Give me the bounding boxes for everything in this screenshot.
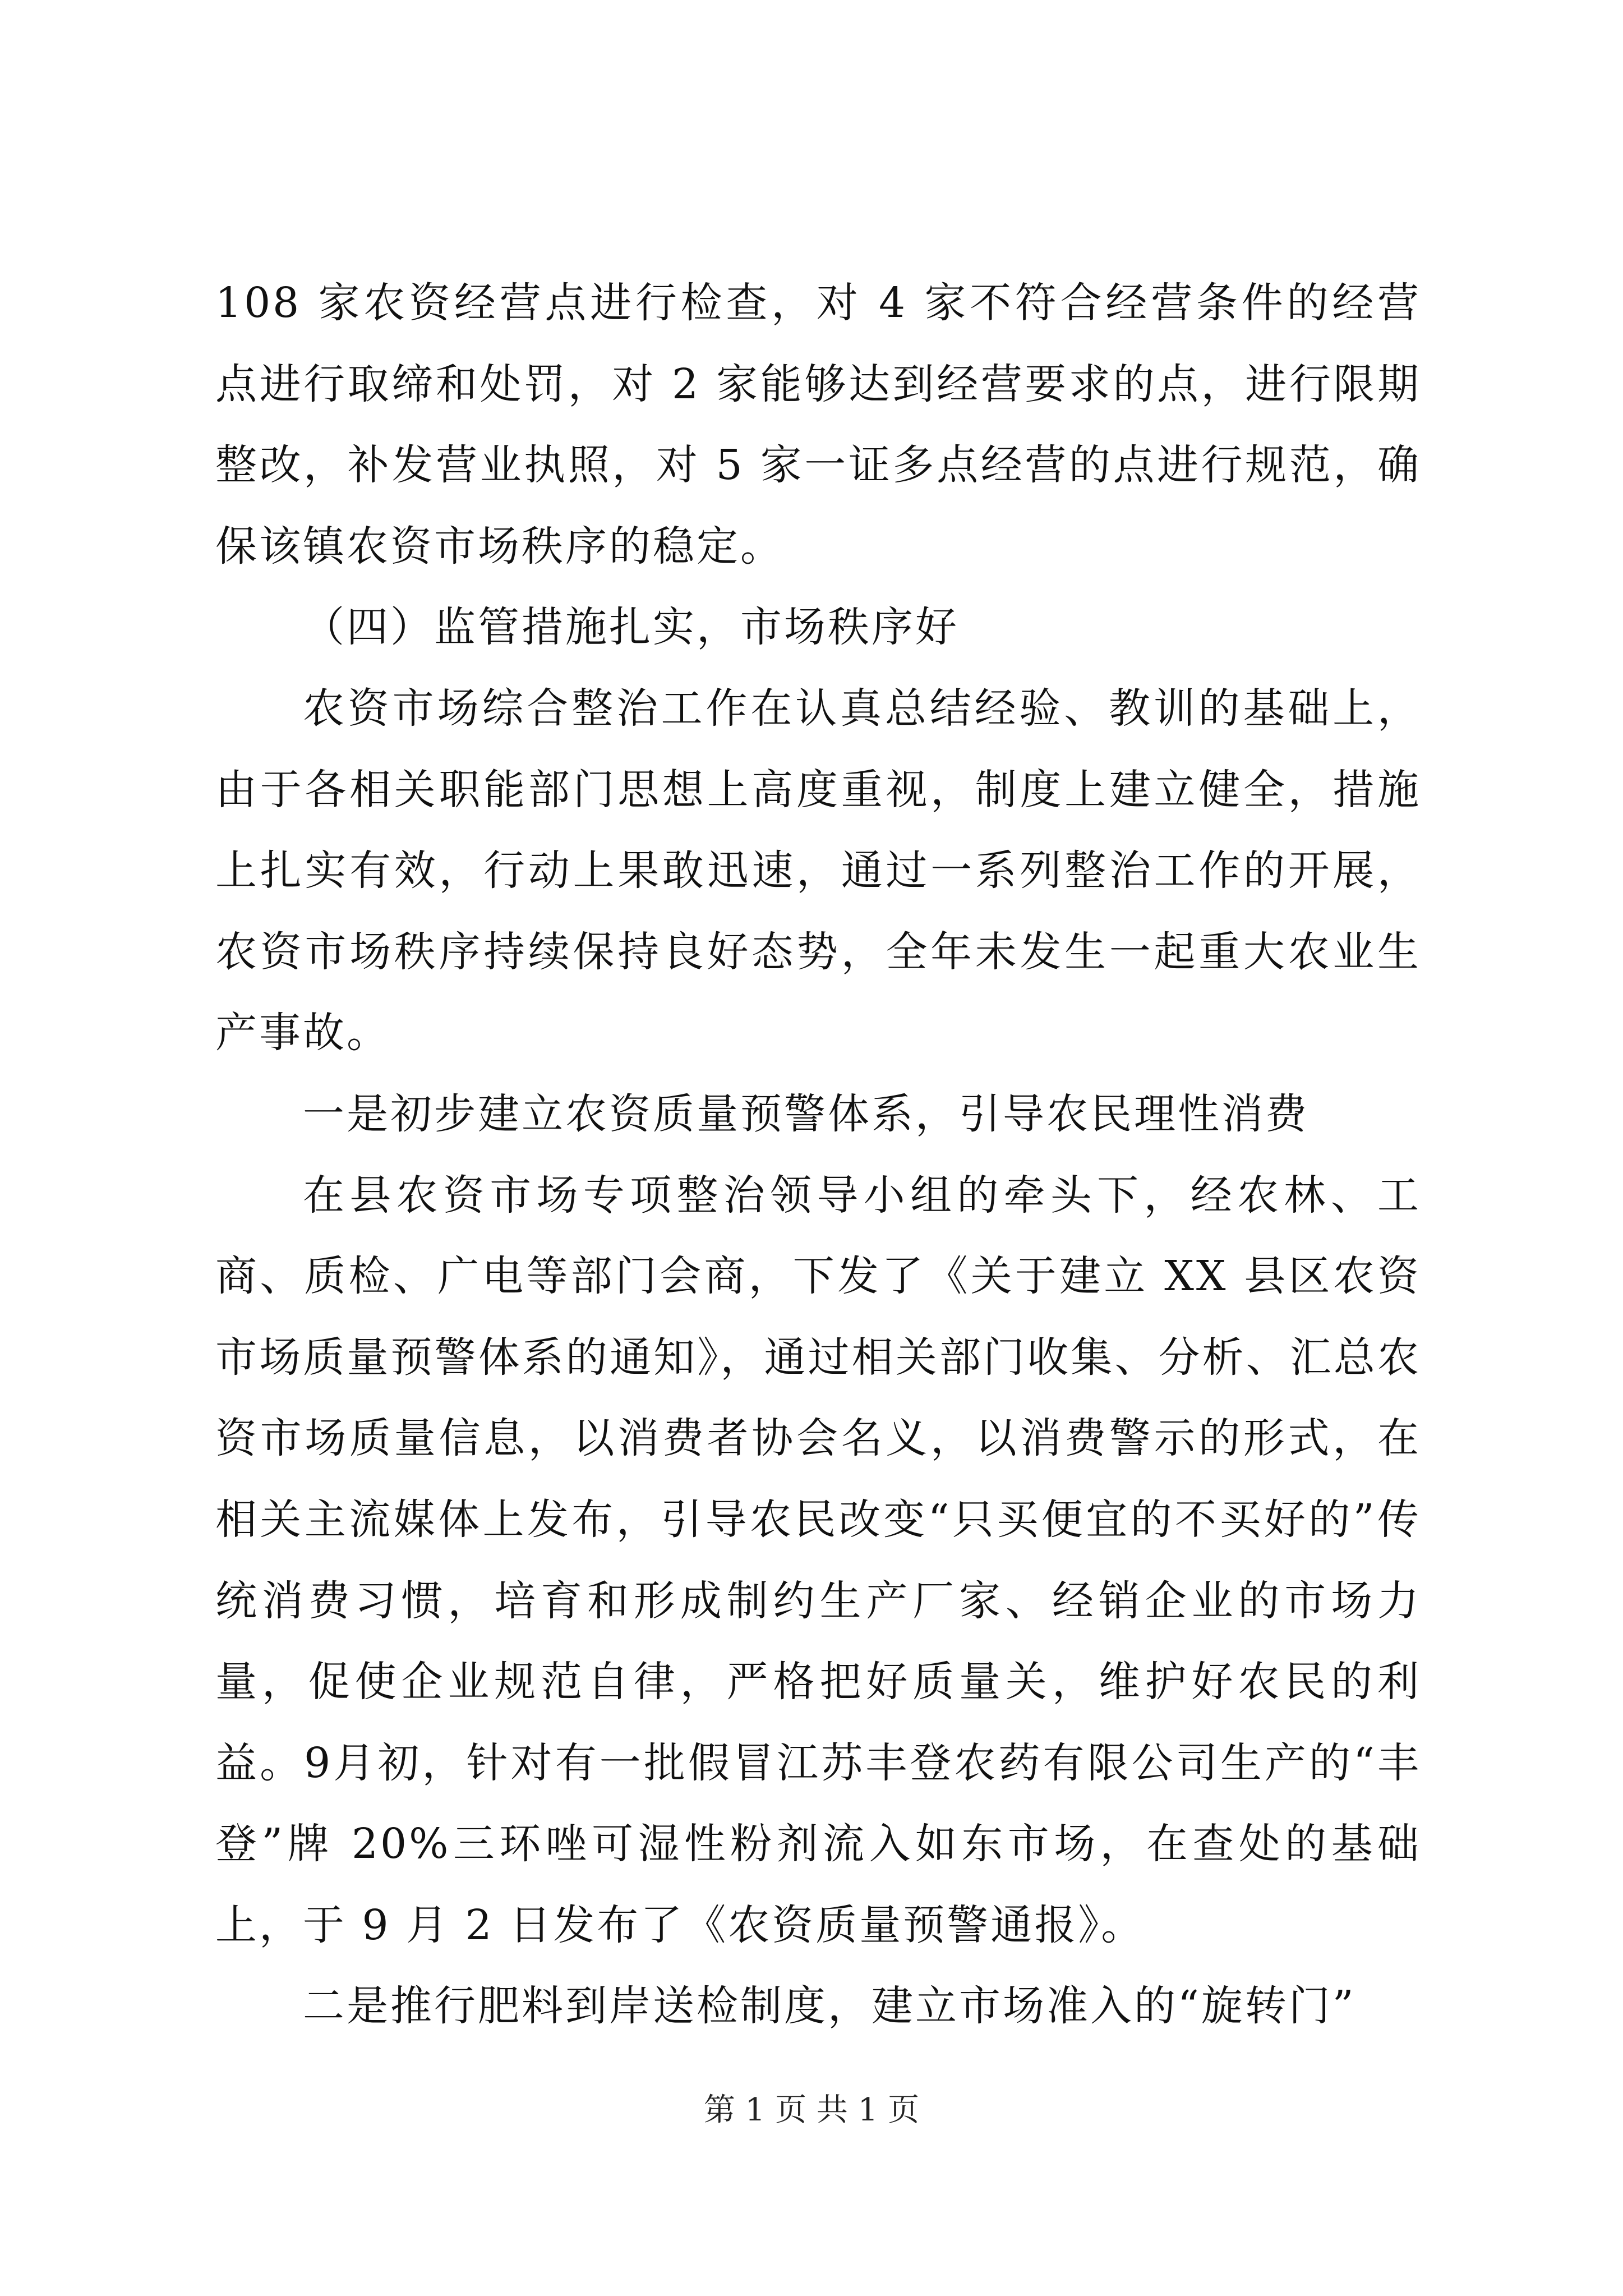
section-heading-supervision: （四）监管措施扎实，市场秩序好 <box>303 603 959 652</box>
paragraph-market-order: 农资市场综合整治工作在认真总结经验、教训的基础上，由于各相关职能部门思想上高度重视，制度上建立健全，措施上扎实有效，行动上果敢迅速，通过一系列整治工作的开展，农资市场秩序持续保持良好态势，全年未发生一起重大农业生产事故。 <box>215 684 1421 1057</box>
paragraph-quality-warning-system: 在县农资市场专项整治领导小组的牵头下，经农林、工商、质检、广电等部门会商，下发了《关于建立 XX 县区农资市场质量预警体系的通知》，通过相关部门收集、分析、汇总农资市场质量信息，以消费者协会名义，以消费警示的形式，在相关主流媒体上发布，引导农民改变“只买便宜的不买好的”传统消费习惯，培育和形成制约生产厂家、经销企业的市场力量，促使企业规范自律，严格把好质量关，维护好农民的利益。9月初，针对有一批假冒江苏丰登农药有限公司生产的“丰登”牌 20%三环唑可湿性粉剂流入如东市场，在查处的基础上，于 9 月 2 日发布了《农资质量预警通报》。 <box>215 1171 1421 1949</box>
subheading-fertilizer-inspection: 二是推行肥料到岸送检制度，建立市场准入的“旋转门” <box>303 1982 1356 2031</box>
document-body <box>215 263 1421 2047</box>
paragraph-inspection-results: 108 家农资经营点进行检查，对 4 家不符合经营条件的经营点进行取缔和处罚，对 2 家能够达到经营要求的点，进行限期整改，补发营业执照，对 5 家一证多点经营的点进行规范，确保该镇农资市场秩序的稳定。 <box>215 279 1421 570</box>
subheading-quality-warning: 一是初步建立农资质量预警体系，引导农民理性消费 <box>303 1089 1309 1138</box>
page-footer: 第 1 页 共 1 页 <box>703 2092 920 2128</box>
